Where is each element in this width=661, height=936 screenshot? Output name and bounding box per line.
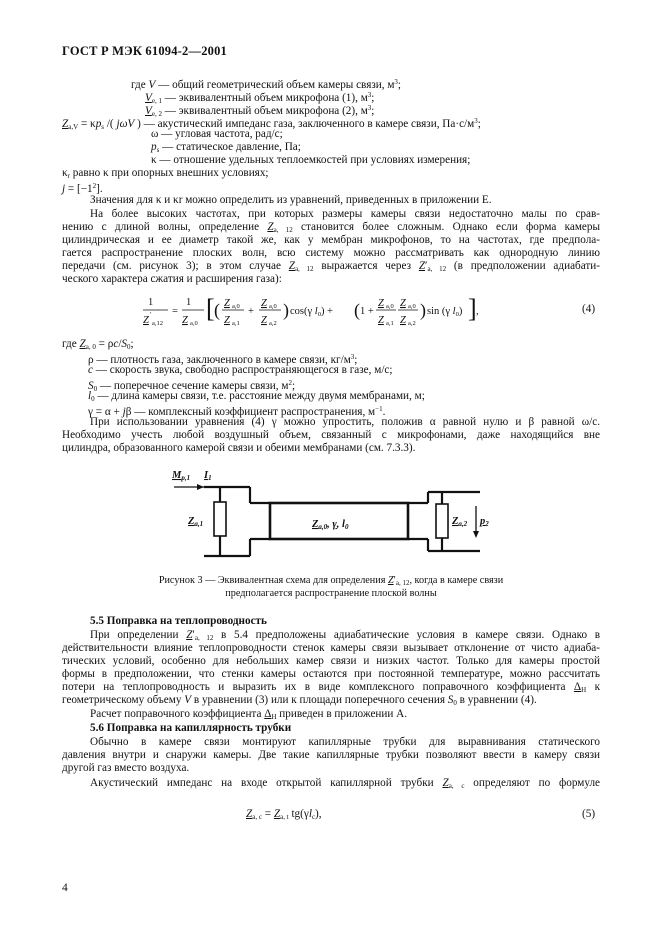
s55-line3: тических условий, особенно для небольших камер связи и низких частот. Только для камеры простой	[62, 655, 600, 667]
svg-text:1 +: 1 +	[360, 306, 374, 317]
s56-line4: Акустический импеданс на входе открытой капиллярной трубки $Z_{a, c}$ определяют по формуле	[90, 777, 600, 790]
def-rho: ρ — плотность газа, заключенного в камере связи, $кг/м^3$;	[88, 353, 358, 366]
def-kappa-r: $\kappa_r$ равно κ при опорных внешних условиях;	[62, 167, 269, 180]
label-mp1: Mp,1	[172, 470, 191, 482]
def-omega: ω — угловая частота, рад/с;	[151, 128, 283, 140]
s56-line2: давления внутри и снаружи камеры. Две такие капиллярные трубки позволяют ввести в камеру связи	[62, 749, 600, 761]
svg-text:]: ]	[468, 294, 477, 323]
s56-line3: другой газ вместо воздуха.	[62, 762, 190, 774]
label-za2: Za,2	[452, 516, 468, 528]
svg-text:a,0: a,0	[232, 303, 240, 310]
svg-text:(: (	[214, 300, 220, 320]
svg-text:Z: Z	[224, 315, 230, 326]
svg-text:a,0: a,0	[386, 303, 394, 310]
section-5-5-heading: 5.5 Поправка на теплопроводность	[90, 615, 267, 627]
label-i1: I1	[204, 470, 212, 482]
svg-text:Z: Z	[378, 298, 384, 309]
figure-3-caption-line1: Рисунок 3 — Эквивалентная схема для определения $Z'_{a, 12}$, когда в камере связи	[158, 575, 504, 587]
para-hf-line6: ческого характера сжатия и расширения газа):	[62, 273, 282, 285]
s55-last: Расчет поправочного коэффициента $\Delta_H$ приведен в приложении А.	[90, 708, 408, 721]
svg-text:=: =	[172, 306, 178, 317]
def-ps: $p_s$ — статическое давление, Па;	[151, 141, 301, 154]
label-za1: Za,1	[188, 516, 204, 528]
page-header: ГОСТ Р МЭК 61094-2—2001	[62, 44, 227, 58]
para-gamma-line3: цилиндра, образованного камерой связи и обеими мембранами (см. 7.3.3).	[62, 442, 416, 454]
svg-text:+: +	[248, 306, 254, 317]
svg-text:Z: Z	[182, 315, 188, 326]
para-hf-line5: передачи (см. рисунок 3); в этом случае $Z_{a, 12}$ выражается через $Z'_{a, 12}$ (в предположении адиабати-	[62, 260, 600, 273]
svg-text:sin (γ l0): sin (γ l0)	[427, 306, 463, 318]
figure-3-circuit	[160, 462, 500, 568]
s55-line5: потери на теплопроводность и выразить их в виде комплексного поправочного коэффициента $\Delta_H$ к	[62, 681, 600, 694]
s55-line6: геометрическому объему V в уравнении (3) или к площади поперечного сечения $S_0$ в уравнении (4).	[62, 694, 537, 707]
def-kappa: κ — отношение удельных теплоемкостей при условиях измерения;	[151, 154, 471, 166]
para-gamma-line1: При использовании уравнения (4) γ можно упростить, положив α равной нулю и β равной ω/c.	[90, 416, 600, 428]
svg-text:a,0: a,0	[269, 303, 277, 310]
para-hf-line1: На более высоких частотах, при которых размеры камеры связи недостаточно малы по срав-	[90, 208, 600, 220]
svg-text:a,0: a,0	[408, 303, 416, 310]
svg-text:Z: Z	[400, 298, 406, 309]
svg-text:a,2: a,2	[408, 320, 416, 327]
def-j: $j = [-1^2]$.	[62, 182, 103, 195]
page-number: 4	[62, 882, 68, 894]
equation-5: $Z_{a, c} = Z_{a, t}$ $tg(\gamma l_c)$,	[246, 808, 322, 821]
figure-3-caption-line2: предполагается распространение плоской волны	[225, 588, 437, 599]
def-zav: $Z_{a,V} = \kappa p_s$ /( jωV ) — акустический импеданс газа, заключенного в камере связи, $Па\cdot с/м^3$;	[62, 117, 481, 131]
svg-text:Z: Z	[261, 315, 267, 326]
equation-4-number: (4)	[582, 303, 596, 315]
def-v: где V — общий геометрический объем камеры связи, $м^3$;	[131, 78, 402, 91]
s55-line2: действительности влияние теплопроводности стенок камеры связи вызывает отклонение от чисто адиаба-	[62, 642, 600, 654]
section-5-6-heading: 5.6 Поправка на капиллярность трубки	[90, 722, 292, 734]
para-hf-line2: нению с длиной волны, определение $Z_{a, 12}$ становится более сложным. Однако если форма камеры	[62, 221, 600, 234]
svg-text:[: [	[206, 294, 215, 323]
def-l0: $l_0$ — длина камеры связи, т.е. расстояние между двумя мембранами, м;	[88, 390, 425, 403]
svg-text:1: 1	[148, 297, 154, 308]
s56-line1: Обычно в камере связи монтируют капиллярные трубки для выравнивания статического	[90, 736, 600, 748]
svg-text:a,1: a,1	[386, 320, 394, 327]
svg-text:(: (	[354, 300, 360, 320]
svg-text:a,12: a,12	[152, 320, 164, 327]
para-hf-line3: цилиндрическая и ее диаметр такой же, как у мембран микрофонов, то на частотах, где предпола-	[62, 234, 600, 246]
def-c: c — скорость звука, свободно распространяющегося в газе, м/с;	[88, 364, 393, 376]
svg-text:Z: Z	[400, 315, 406, 326]
label-line: Za,0, γ, l0	[312, 519, 349, 531]
para-gamma-line2: Необходимо учесть любой воздушный объем, связанный с микрофонами, даже находящийся вне	[62, 429, 600, 441]
svg-text:′: ′	[150, 311, 152, 319]
svg-text:Z: Z	[224, 298, 230, 309]
def-za0: где $Z_{a, 0} = \rho c/S_0$;	[62, 338, 134, 351]
para-hf-line4: гается распространение плоских волн, всю систему можно рассматривать как однородную линию	[62, 247, 600, 259]
svg-text:a,2: a,2	[269, 320, 277, 327]
def-s0: $S_0$ — поперечное сечение камеры связи, $м^2$;	[88, 379, 296, 393]
svg-text:Z: Z	[378, 315, 384, 326]
def-gamma: γ = α + jβ — комплексный коэффициент распространения, $м^{-1}$.	[88, 405, 386, 418]
svg-text:cos(γ l0) +: cos(γ l0) +	[290, 306, 333, 318]
svg-text:,: ,	[476, 306, 479, 317]
label-p2: p2	[480, 516, 489, 528]
s55-line4: формы в предположении, что стенки камеры остаются при постоянной температуре, можно рассчитать	[62, 668, 600, 680]
def-ve1: $V_{e, 1}$ — эквивалентный объем микрофона (1), $м^3$;	[145, 91, 375, 105]
svg-text:Z: Z	[261, 298, 267, 309]
para-kappa: Значения для κ и κr можно определить из уравнений, приведенных в приложении Е.	[90, 194, 492, 206]
s55-line1: При определении $Z'_{a, 12}$ в 5.4 предположены адиабатические условия в камере связи. Однако в	[90, 629, 601, 642]
def-ve2: $V_{e, 2}$ — эквивалентный объем микрофона (2), $м^3$;	[145, 104, 375, 118]
svg-text:): )	[420, 300, 426, 320]
svg-text:Z: Z	[143, 315, 149, 326]
svg-text:a,0: a,0	[190, 320, 198, 327]
svg-text:1: 1	[186, 297, 192, 308]
svg-text:): )	[283, 300, 289, 320]
svg-text:a,1: a,1	[232, 320, 240, 327]
equation-5-number: (5)	[582, 808, 596, 820]
equation-4	[140, 290, 480, 332]
